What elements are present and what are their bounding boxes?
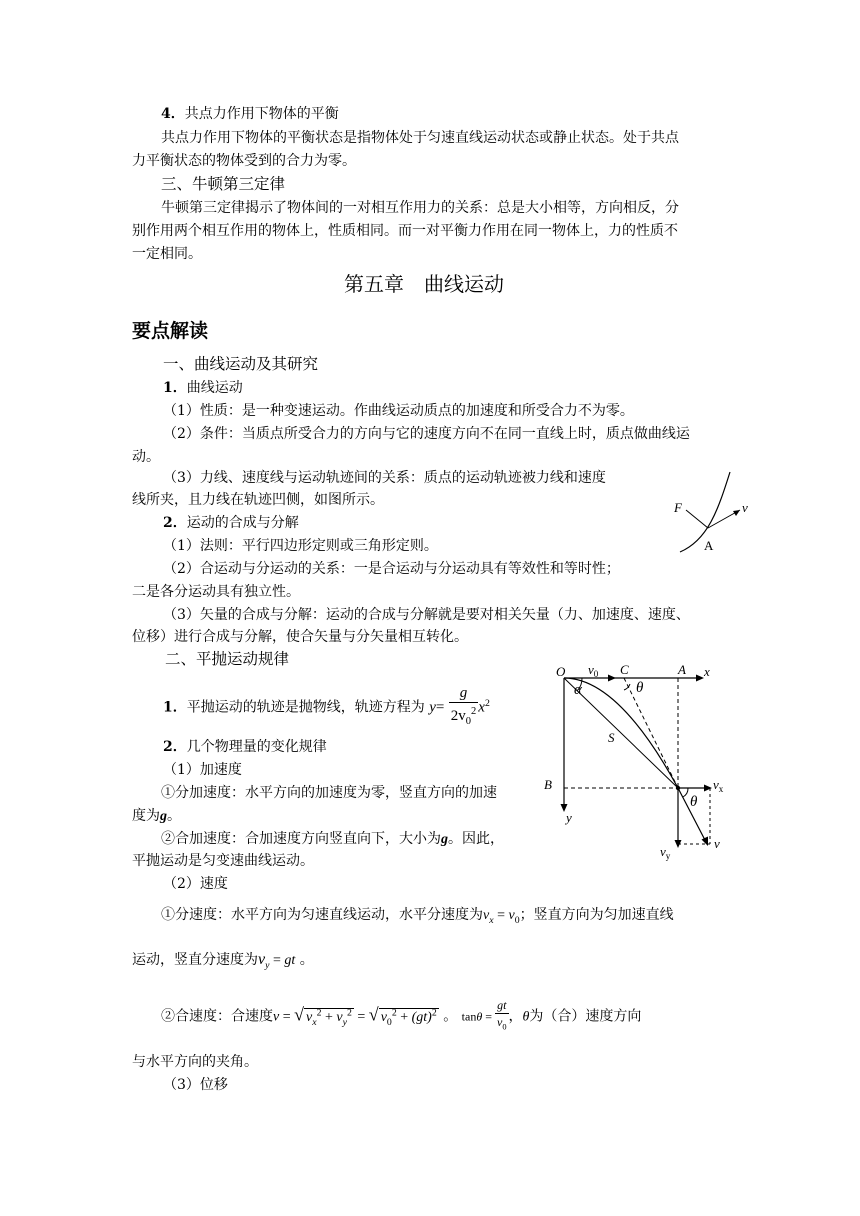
symbol-vy: v: [258, 951, 266, 968]
x-axis-arrowhead: [696, 675, 704, 682]
subheading-number: 2．: [163, 515, 187, 531]
heading-text: 共点力作用下物体的平衡: [184, 106, 339, 122]
item-number: 1．: [163, 699, 187, 716]
paragraph-line: （3）位移: [163, 1077, 228, 1093]
text: ②合加速度：合加速度方向竖直向下，大小为: [161, 831, 441, 847]
paragraph-line: 牛顿第三定律揭示了物体间的一对相互作用力的关系：总是大小相等，方向相反，分: [161, 200, 679, 216]
curve-force-velocity-figure: [668, 470, 768, 558]
subheading-text: 曲线运动: [186, 380, 243, 396]
label-v0-main: v: [588, 662, 594, 677]
paragraph-line: [161, 829, 504, 850]
eq: =: [482, 1009, 496, 1024]
plus: +: [396, 1009, 412, 1025]
label-theta-top: θ: [636, 680, 644, 696]
paragraph-line: [132, 806, 181, 827]
symbol-vx: v: [483, 908, 490, 923]
text: 为（合）速度方向: [529, 1008, 642, 1025]
subheading: [163, 378, 243, 398]
symbol-vx: v: [306, 1009, 313, 1025]
item-text: 平抛运动的轨迹是抛物线，轨迹方程为: [186, 699, 425, 716]
sqrt-radicand-1: [304, 1007, 354, 1028]
subheading: [163, 513, 299, 533]
label-v: v: [742, 500, 748, 515]
eq: =: [279, 1009, 295, 1025]
label-theta-bottom: θ: [690, 794, 698, 810]
paragraph-line: 力平衡状态的物体受到的合力为零。: [132, 153, 356, 169]
paragraph-line: 线所夹，且力线在轨迹凹侧，如图所示。: [132, 492, 384, 508]
tan-fraction: [495, 997, 509, 1035]
eq-y: y: [429, 699, 436, 716]
theta-arc-bottom: [683, 788, 688, 797]
label-v: v: [714, 836, 720, 851]
label-vx: [713, 777, 724, 794]
sqrt-sign: √: [294, 1004, 305, 1025]
tan-denominator: [495, 1014, 509, 1035]
text: 。: [438, 1008, 462, 1025]
section-title: 要点解读: [132, 320, 209, 342]
eq-fraction: [449, 684, 479, 731]
equation-line-trajectory: [163, 682, 490, 726]
sub: 0: [386, 1016, 392, 1028]
paragraph-line: （2）合运动与分运动的关系：一是合运动与分运动具有等效性和等时性；: [163, 561, 620, 577]
eq-equals: =: [435, 699, 445, 716]
paragraph-line: （1）加速度: [163, 762, 242, 778]
symbol-v0: v: [508, 908, 515, 923]
paragraph-line: 位移）进行合成与分解，使合矢量与分矢量相互转化。: [132, 629, 468, 645]
heading-newton-third-law: 三、牛顿第三定律: [161, 175, 286, 193]
eq-denominator: [449, 703, 479, 731]
symbol-theta: θ: [476, 1009, 483, 1024]
label-x: x: [704, 664, 710, 679]
heading-equilibrium: [161, 104, 339, 124]
paragraph-line: （1）性质：是一种变速运动。作曲线运动质点的加速度和所受合力不为零。: [163, 403, 634, 419]
text: ①分速度：水平方向为匀速直线运动，水平分速度为: [161, 907, 483, 923]
sup: 2: [431, 1007, 437, 1018]
symbol-vy: v: [336, 1009, 343, 1025]
label-F: F: [674, 500, 682, 515]
tan: tan: [461, 1009, 477, 1024]
tan-numerator: gt: [495, 997, 509, 1014]
symbol-g: g: [160, 809, 167, 824]
sub: y: [265, 959, 270, 971]
sub: x: [312, 1016, 317, 1028]
text: ，: [508, 1008, 523, 1025]
eq: =: [353, 1009, 369, 1025]
sub: 0: [514, 914, 520, 926]
label-A: A: [678, 662, 686, 677]
text: 。: [295, 952, 314, 968]
eq-den-sup: 2: [471, 706, 477, 718]
label-B: B: [544, 777, 552, 792]
subheading-text: 运动的合成与分解: [186, 515, 299, 531]
paragraph-line: （2）速度: [163, 876, 228, 892]
sup: 2: [316, 1007, 322, 1018]
item-text: 几个物理量的变化规律: [186, 739, 327, 755]
label-vy-sub: y: [665, 851, 671, 861]
symbol-gt: (gt): [411, 1009, 432, 1025]
paragraph-line: （2）条件：当质点所受合力的方向与它的速度方向不在同一直线上时，质点做曲线运: [163, 426, 690, 442]
eq-x: x: [478, 699, 485, 716]
label-vx-sub: x: [718, 784, 724, 794]
paragraph-line: 平抛运动是匀变速曲线运动。: [132, 853, 314, 869]
text: 运动，竖直分速度为: [132, 952, 258, 968]
eq-den-text: 2v: [450, 708, 466, 725]
text: ；竖直方向为匀加速直线: [519, 907, 674, 923]
label-vy: [660, 844, 671, 861]
v0-arrowhead: [608, 675, 616, 682]
paragraph-line: 与水平方向的夹角。: [132, 1054, 258, 1070]
sqrt-sign: √: [368, 1004, 379, 1025]
heading-curvilinear-motion: 一、曲线运动及其研究: [163, 355, 319, 373]
label-v0: [588, 662, 599, 679]
label-O: O: [556, 664, 566, 679]
vx-arrowhead: [704, 785, 712, 792]
projectile-motion-figure: [538, 656, 738, 866]
label-S: S: [608, 730, 615, 745]
paragraph-line: （3）矢量的合成与分解：运动的合成与分解就是要对相关矢量（力、加速度、速度、: [163, 607, 690, 623]
symbol-g: g: [441, 832, 448, 847]
symbol-theta: θ: [522, 1009, 530, 1025]
symbol-v0: v: [380, 1009, 387, 1025]
paragraph-line: （3）力线、速度线与运动轨迹间的关系：质点的运动轨迹被力线和速度: [163, 470, 606, 486]
text: 。: [167, 808, 181, 824]
projectile-point: [676, 786, 680, 790]
paragraph-line: 动。: [132, 449, 160, 465]
label-C: C: [620, 662, 629, 677]
sub: 0: [502, 1022, 507, 1032]
paragraph-line: 一定相同。: [132, 246, 202, 262]
v-arrowhead: [702, 837, 709, 847]
tangent-dashed-line: [624, 678, 678, 788]
label-A: A: [704, 538, 714, 553]
sup: 2: [346, 1007, 352, 1018]
paragraph-line: ①分加速度：水平方向的加速度为零，竖直方向的加速: [161, 785, 497, 801]
paragraph-line: 共点力作用下物体的平衡状态是指物体处于匀速直线运动状态或静止状态。处于共点: [161, 130, 679, 146]
label-vy-main: v: [660, 844, 666, 859]
symbol-v0: v: [497, 1015, 503, 1030]
sub: y: [342, 1016, 347, 1028]
plus: +: [321, 1009, 337, 1025]
sub: x: [489, 914, 494, 926]
paragraph-line: [161, 905, 674, 931]
sqrt-radicand-2: [379, 1007, 439, 1028]
text: 。因此，: [448, 831, 504, 847]
symbol-gt: gt: [284, 953, 296, 968]
paragraph-line: （1）法则：平行四边形定则或三角形定则。: [163, 538, 438, 554]
item-number: 2．: [163, 739, 187, 755]
heading-projectile-motion: 二、平抛运动规律: [165, 650, 290, 668]
paragraph-line: 别作用两个相互作用的物体上，性质相同。而一对平衡力作用在同一物体上，力的性质不: [132, 223, 678, 239]
eq-numerator: g: [449, 684, 479, 703]
eq: =: [493, 908, 509, 923]
text: 度为: [132, 808, 160, 824]
text: ②合速度：合速度: [161, 1008, 273, 1025]
paragraph-line: 二是各分运动具有独立性。: [132, 584, 300, 600]
eq: =: [269, 953, 285, 968]
label-y: y: [566, 810, 572, 825]
symbol-v: v: [273, 1009, 280, 1025]
eq-x-sup: 2: [484, 698, 490, 709]
sup: 2: [391, 1007, 397, 1018]
eq-den-sub: 0: [465, 716, 472, 728]
force-line: [686, 510, 708, 528]
label-v0-sub: 0: [593, 669, 599, 679]
equation-line-velocity: [161, 997, 641, 1041]
subheading: [163, 737, 327, 757]
heading-number: 4．: [161, 106, 185, 122]
paragraph-line: [132, 950, 314, 976]
subheading-number: 1．: [163, 380, 187, 396]
chapter-title: 第五章 曲线运动: [344, 272, 504, 296]
label-vx-main: v: [713, 777, 719, 792]
label-alpha: α: [574, 682, 582, 698]
